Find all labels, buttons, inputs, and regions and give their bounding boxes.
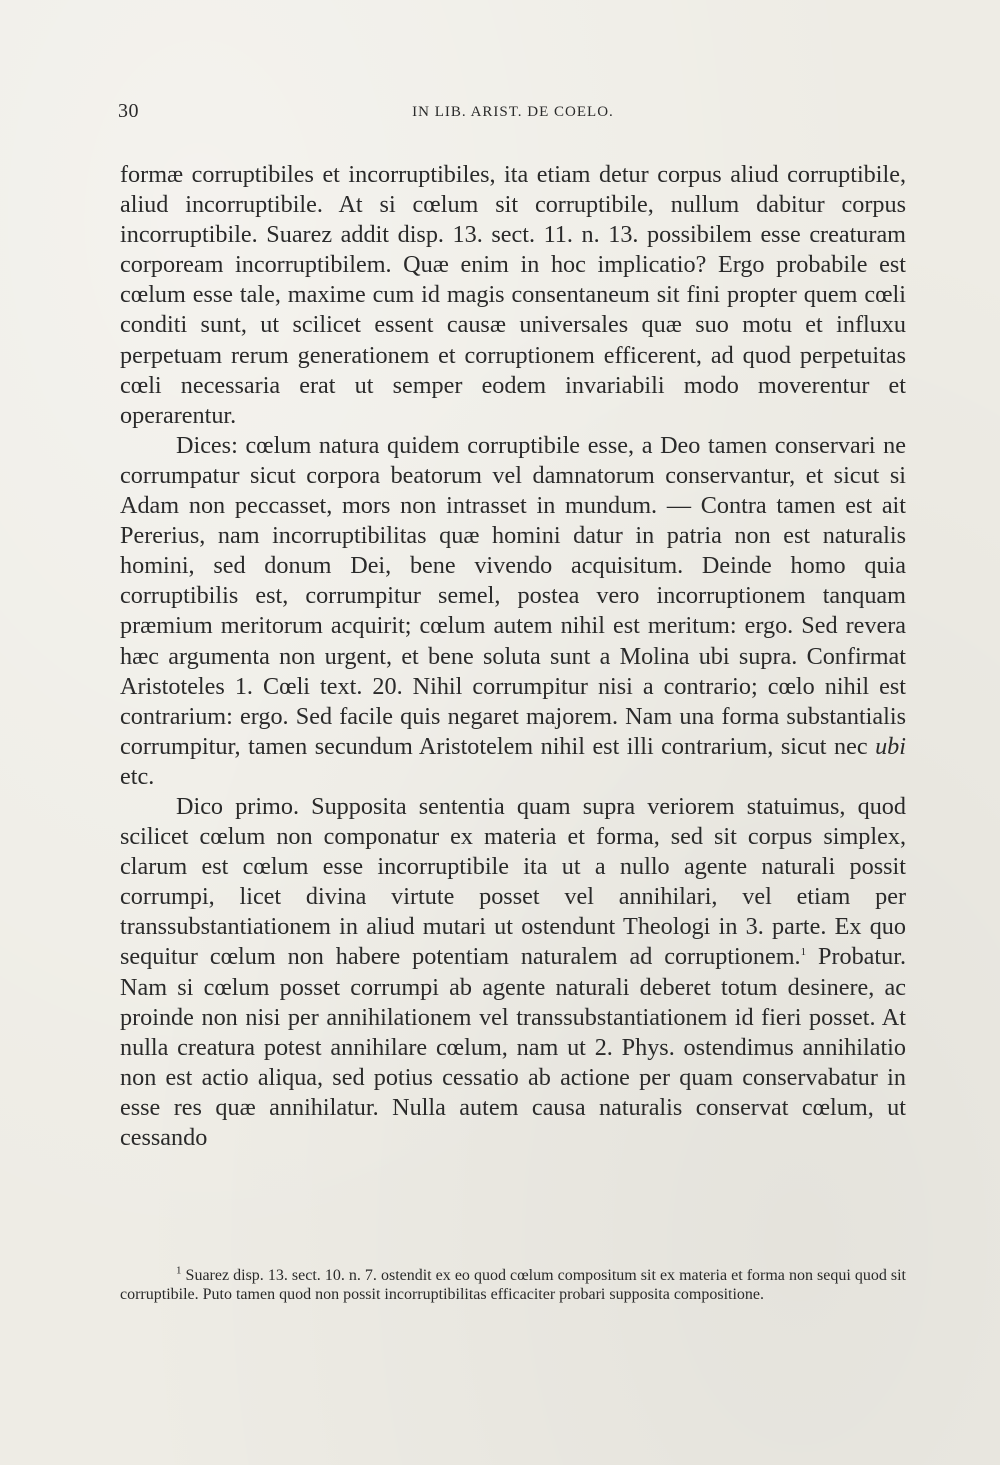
- body-text: [120, 160, 906, 1153]
- paragraph-3: [120, 792, 906, 1153]
- footnote-mark: 1: [176, 1264, 182, 1277]
- footnotes: [120, 1266, 906, 1304]
- paragraph-1-text: formæ corruptibiles et incorruptibiles, ita etiam detur corpus aliud corruptibile, aliud incorruptibile. At si cœlum sit corruptibile, nullum dabitur corpus incorruptibile. Suarez addit disp. 13. sect. 11. n. 13. possibilem esse creaturam corpoream incorruptibilem. Quæ enim in hoc implicatio? Ergo probabile est cœlum esse tale, maxime cum id magis consentaneum sit fini propter quem cœli conditi sunt, ut scilicet essent causæ universales quæ suo motu et influxu perpetuam rerum generationem et corruptionem efficerent, ad quod perpetuitas cœli necessaria erat ut semper eodem invariabili modo moverentur et operarentur.: [120, 161, 906, 429]
- paragraph-3-text-a: Dico primo. Supposita sententia quam supra veriorem statuimus, quod scilicet cœlum non componatur ex materia et forma, sed sit corpus simplex, clarum est cœlum esse incorruptibile ita ut a nullo agente naturali possit corrumpi, licet divina virtute posset vel annihilari, vel etiam per transsubstantiationem in aliud mutari ut ostendunt Theologi in 3. parte. Ex quo sequitur cœlum non habere potentiam naturalem ad corruptionem.: [120, 792, 906, 971]
- footnote-text: Suarez disp. 13. sect. 10. n. 7. ostendit ex eo quod cœlum compositum sit ex materia et forma non sequi quod sit corruptibile. Puto tamen quod non possit incorruptibilitas efficaciter probari supposita compositione.: [120, 1267, 906, 1303]
- footnote-1: [120, 1266, 906, 1304]
- footnote-reference[interactable]: 1: [800, 946, 807, 959]
- paragraph-2-text: Dices: cœlum natura quidem corruptibile esse, a Deo tamen conservari ne corrumpatur sicut corpora beatorum vel damnatorum conservantur, et sicut si Adam non peccasset, mors non intrasset in mundum. — Contra tamen est ait Pererius, nam incorruptibilitas quæ homini datur in patria non est naturalis homini, sed donum Dei, bene vivendo acquisitum. Deinde homo quia corruptibilis est, corrumpitur semel, postea vero incorruptionem tanquam præmium meritorum acquirit; cœlum autem nihil est meritum: ergo. Sed revera hæc argumenta non urgent, et bene soluta sunt a Molina ubi supra. Confirmat Aristoteles 1. Cœli text. 20. Nihil corrumpitur nisi a contrario; cœlo nihil est contrarium: ergo. Sed facile quis negaret majorem. Nam una forma substantialis corrumpitur, tamen secundum Aristotelem nihil est illi contrarium, sicut nec: [120, 431, 906, 760]
- running-title: IN LIB. ARIST. DE COELO.: [412, 104, 614, 120]
- page-number: 30: [118, 100, 139, 122]
- running-head: [118, 100, 908, 130]
- paragraph-2-end: etc.: [120, 762, 155, 790]
- paragraph-2-italic: ubi: [875, 732, 906, 760]
- paragraph-2: [120, 431, 906, 792]
- paragraph-3-text-b: Probatur. Nam si cœlum posset corrumpi ab agente naturali deberet totum desinere, ac proinde non nisi per annihilationem vel transsubstantiationem id fieri posset. At nulla creatura potest annihilare cœlum, nam ut 2. Phys. ostendimus annihilatio non est actio aliqua, sed potius cessatio ab actione per quam conservabatur in esse res quæ annihilatur. Nulla autem causa naturalis conservat cœlum, ut cessando: [120, 943, 906, 1151]
- paragraph-1: [120, 160, 906, 431]
